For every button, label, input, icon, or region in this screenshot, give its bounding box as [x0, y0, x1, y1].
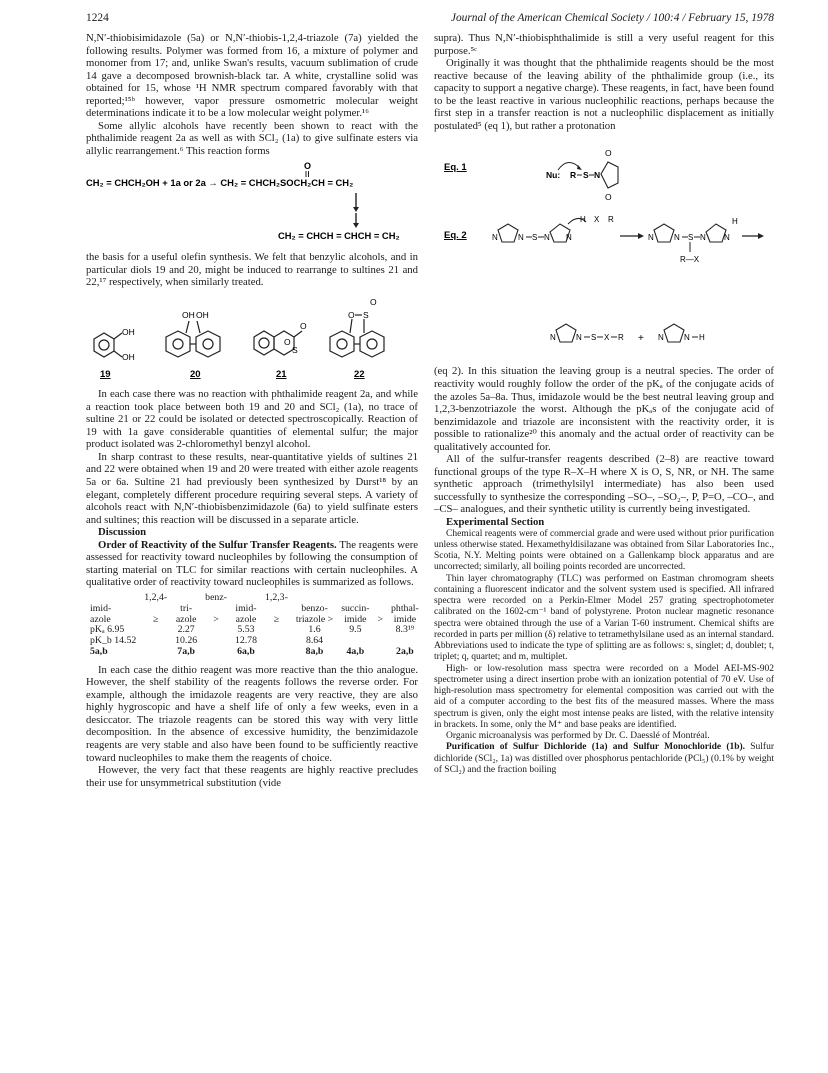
svg-text:N: N	[550, 332, 556, 342]
paragraph: (eq 2). In this situation the leaving group is a neutral species. The order of reactivity would roughly follow the order of the pKₐ of the conjugate acids of the azoles 5a–8a. Thus, imidazole would be the best neutral leaving group and 1,2,3-benzotriazole the worst. Although the pKₐs of the conjugate acid of benzimidazole and triazole are inconsistent with the reactivity order, it is possible to rationalize²⁰ this anomaly and the actual order of reactivity can be qualitatively accounted for.	[434, 365, 774, 453]
paragraph: Some allylic alcohols have recently been shown to react with the phthalimide reagent 2a as well as with SCl₂ (1a) to give sulfinate esters via allylic rearrangement.⁶ This reaction forms	[86, 119, 418, 157]
svg-text:+: +	[638, 332, 644, 344]
svg-text:S: S	[583, 170, 589, 181]
svg-text:X: X	[594, 214, 600, 224]
paragraph: However, the very fact that these reagents are highly reactive precludes their use for unsymmetrical substitution (vide	[86, 764, 418, 789]
paragraph: the basis for a useful olefin synthesis. We felt that benzylic alcohols, and in particular diols 19 and 20, might be induced to rearrange to sultines 21 and 22,¹⁷ respectively, when similarly treated.	[86, 251, 418, 289]
svg-text:H: H	[732, 216, 738, 226]
paragraph: supra). Thus N,N′-thiobisphthalimide is still a very useful reagent for this purpose.⁵ᶜ	[434, 32, 774, 57]
reaction-equation: CH₂ = CHCH₂OH + 1a or 2a → CH₂ = CHCH₂SOCH₂CH = CH₂	[86, 177, 354, 189]
svg-text:N: N	[684, 332, 690, 342]
label-20: 20	[190, 368, 201, 380]
svg-text:R: R	[570, 170, 577, 181]
paragraph: In sharp contrast to these results, near-quantitative yields of sultines 21 and 22 were obtained when 19 and 20 were treated with either azole reagents 5a or 6a. Sultine 21 had previously been synthesized by Durst¹⁸ by an elegant, completely different procedure requiring several steps. A variety of alcohols react with N,N′-thiobisbenzimidazole (6a) to yield sulfinate esters and sultines; this reaction will be discussed in a separate article.	[86, 450, 418, 526]
subsection-heading: Order of Reactivity of the Sulfur Transfer Reagents.	[98, 538, 337, 551]
equation-1	[434, 134, 774, 208]
structures-svg	[86, 291, 418, 383]
svg-text:N: N	[658, 332, 664, 342]
eq2-svg	[434, 210, 774, 360]
paragraph: In each case there was no reaction with phthalimide reagent 2a, and while a reaction took place between both 19 and 20 and SCl₂ (1a), no trace of sultine 21 or 22 could be isolated or detected spectroscopically. Reaction of 19 with 1a gave considerable quantities of elemental sulfur; the major product isolated was 2-chloromethyl benzyl alcohol.	[86, 388, 418, 451]
svg-text:O: O	[300, 320, 307, 331]
svg-text:S: S	[363, 309, 369, 320]
svg-text:S: S	[591, 332, 597, 342]
olefin-synthesis-scheme	[86, 159, 418, 249]
svg-text:H: H	[580, 214, 586, 224]
svg-text:O: O	[370, 296, 377, 307]
svg-text:OH: OH	[182, 309, 195, 320]
svg-text:R: R	[608, 214, 614, 224]
svg-text:O: O	[348, 309, 355, 320]
svg-text:N: N	[566, 232, 572, 242]
svg-text:R—X: R—X	[680, 254, 700, 264]
svg-text:N: N	[700, 232, 706, 242]
product-diene: CH₂ = CHCH = CHCH = CH₂	[278, 230, 400, 242]
svg-text:N: N	[518, 232, 524, 242]
svg-text:O: O	[605, 148, 612, 159]
svg-text:O: O	[284, 336, 291, 347]
left-column	[86, 32, 418, 789]
paragraph: N,N′-thiobisimidazole (5a) or N,N′-thiobis-1,2,4-triazole (7a) yielded the following results. Polymer was formed from 16, a mixture of polymer and monomer from 17; and, unlike Swan's results, vacuum sublimation of crude 14 gave a decomposed brownish-black tar. A white, crystalline solid was obtained for 15, whose ¹H NMR spectrum compared favorably with that reported;¹⁵ᵇ however, vapor pressure osmometric molecular weight determinations indicate it to be a low molecular weight polymer.¹⁶	[86, 32, 418, 120]
label-22: 22	[354, 368, 365, 380]
svg-text:X: X	[604, 332, 610, 342]
label-19: 19	[100, 368, 111, 380]
svg-text:OH: OH	[122, 351, 135, 362]
equation-2	[434, 210, 774, 364]
eq1-label: Eq. 1	[444, 162, 467, 174]
paragraph: Purification of Sulfur Dichloride (1a) and Sulfur Monochloride (1b). Sulfur dichloride (SCl₂, 1a) was distilled over phosphorus pentachloride (PCl₅) (0.1% by weight of SCl₂) and the fraction boiling	[434, 742, 775, 775]
eq1-svg	[434, 134, 774, 204]
svg-text:N: N	[544, 232, 550, 242]
section-heading: Discussion	[98, 526, 147, 539]
structure-22	[330, 315, 384, 357]
svg-text:Nu:: Nu:	[546, 170, 561, 181]
svg-text:N: N	[576, 332, 582, 342]
label-21: 21	[276, 368, 287, 380]
structure-20	[166, 321, 220, 357]
reactivity-table: 1,2,4- benz- 1,2,3- imid- tri- imid- benzo- succin- phthal- azole ≥ azole > azole ≥ triazole > imide > imide pKₐ 6.95 2.27 5.53 1.6 9.5 8.3¹⁹ pK_b 14.52 10.26 12.78 8.64 5a,b 7a,b 6a,b 8a,b 4a,b 2a,b	[90, 591, 419, 657]
svg-text:OH: OH	[196, 309, 209, 320]
right-column	[434, 32, 774, 776]
svg-text:N: N	[648, 232, 654, 242]
subsection-heading: Purification of Sulfur Dichloride (1a) and Sulfur Monochloride (1b).	[446, 742, 746, 753]
paragraph: Order of Reactivity of the Sulfur Transfer Reagents. The reagents were assessed for reactivity toward nucleophiles by following the consumption of starting material on TLC for similar reactions with certain nucleophiles. A qualitative order of reactivity toward nucleophiles is summarized as follows.	[86, 538, 418, 589]
svg-text:S: S	[688, 232, 694, 242]
svg-text:N: N	[674, 232, 680, 242]
reaction-scheme-svg	[86, 159, 418, 245]
page-number: 1224	[86, 12, 109, 24]
svg-text:S: S	[292, 344, 298, 355]
paragraph: Thin layer chromatography (TLC) was performed on Eastman chromogram sheets containing a fluorescent indicator and the solvent system used is specified. All infrared spectra were recorded on a Perkin-Elmer Model 257 grating spectrophotometer calibrated on the 1602-cm⁻¹ band of polystyrene. Proton nuclear magnetic resonance spectra were obtained through the use of a Varian T-60 instrument. Chemical shifts are recorded in parts per million (δ) relative to tetramethylsilane used as an internal standard. Abbreviations used to indicate the type of splitting are as follows: s, singlet; d, doublet; t, triplet; q, quartet; and m, multiplet.	[434, 573, 774, 663]
svg-text:N: N	[724, 232, 730, 242]
paragraph: In each case the dithio reagent was more reactive than the thio analogue. However, the shelf stability of the reagents follows the reverse order. For example, although the imidazole reagents are very reactive, they are also highly hygroscopic and have a shelf life of only a few weeks, even in a desiccator. The triazole reagents can be stored this way with very little decomposition. In the absence of excessive humidity, the benzimidazole reagents are very stable and also have been found to be sufficiently reactive toward nucleophiles to make them the reagents of choice.	[86, 663, 418, 764]
svg-text:R: R	[618, 332, 624, 342]
diol-sultine-structures	[86, 291, 418, 387]
svg-text:O: O	[605, 192, 612, 203]
paragraph: Organic microanalysis was performed by Dr. C. Daesslé of Montréal.	[446, 731, 710, 742]
section-heading: Experimental Section	[446, 516, 545, 529]
structure-19	[94, 333, 122, 357]
paragraph: All of the sulfur-transfer reagents described (2–8) are reactive toward functional groups of the type R–X–H where X is O, S, NR, or NH. The same synthetic approach (trimethylsilyl intermediate) has also been used successfully to synthesize the corresponding –SO–, –SO₂–, P, P=O, –CO–, and –CS– analogues, and their synthetic utility is currently being investigated.	[434, 453, 774, 516]
svg-text:S: S	[532, 232, 538, 242]
svg-text:N: N	[594, 170, 601, 181]
svg-text:OH: OH	[122, 326, 135, 337]
eq2-label: Eq. 2	[444, 229, 467, 241]
svg-text:N: N	[492, 232, 498, 242]
svg-text:H: H	[699, 332, 705, 342]
paragraph: High- or low-resolution mass spectra were recorded on a Model AEI-MS-902 spectrometer using a direct insertion probe with an ionization potential of 70 eV. Use of high-resolution mass spectrometry for elemental composition was carried out with the aid of a computer according to the best fits of the measured masses. Where the mass spectrum is given, only the eight most intense peaks are listed, with the relative intensity in brackets. In some, only the M⁺ and base peaks are identified.	[434, 663, 774, 730]
journal-running-title: Journal of the American Chemical Society / 100:4 / February 15, 1978	[450, 12, 774, 24]
paragraph: Chemical reagents were of commercial grade and were used without prior purification unless otherwise stated. Hexamethyldisilazane was obtained from Silar Laboratories Inc., Scotia, N.Y. Melting points were obtained on a Gallenkamp block apparatus and are uncorrected; similarly, all boiling points recorded are uncorrected.	[434, 528, 774, 573]
oxygen-atom: O	[304, 161, 312, 172]
paragraph: Originally it was thought that the phthalimide reagents should be the most reactive because of the leaving ability of the phthalimide group (i.e., its capacity to support a negative charge). These reagents, in fact, have been found to be the least reactive in various nucleophilic reactions, perhaps because the first step in a transfer reaction is not a nucleophilic displacement as initially postulated⁵ (eq 1), but rather a protonation	[434, 57, 774, 132]
